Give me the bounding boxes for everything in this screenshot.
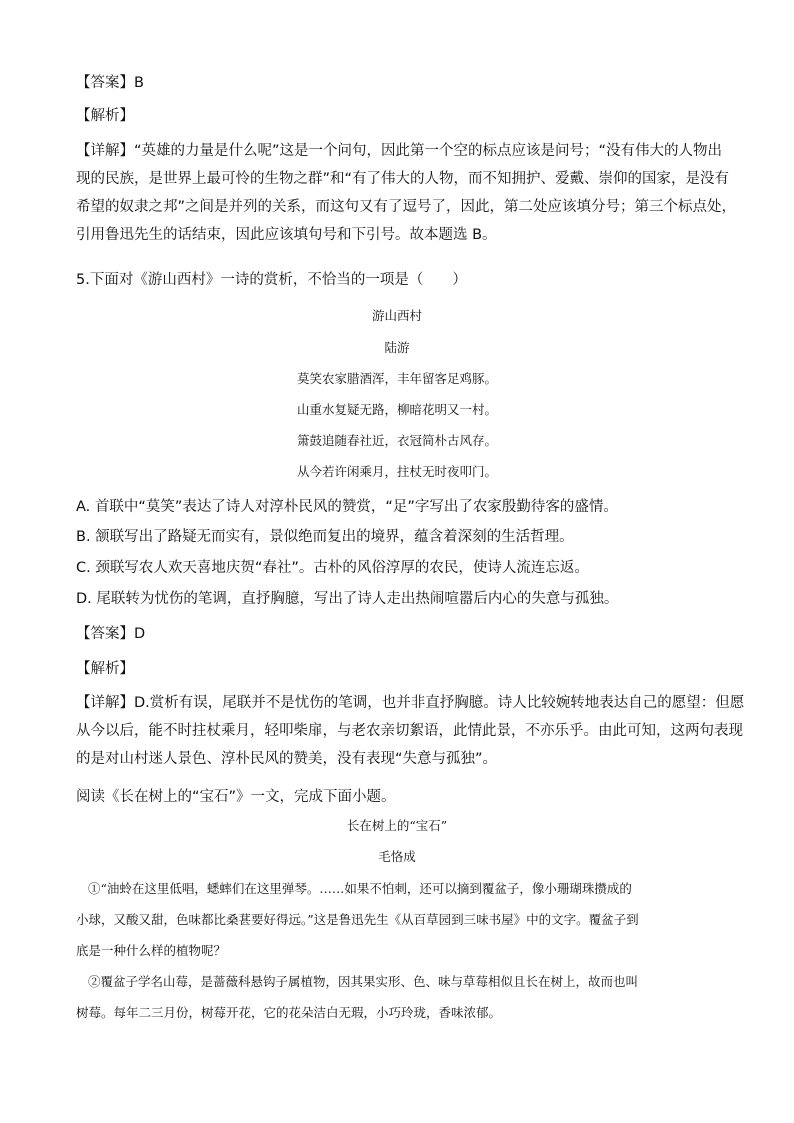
- q5-answer-label: 【答案】D: [76, 626, 146, 642]
- q4-analysis-label: 【解析】: [76, 108, 134, 124]
- q5-detail-line: 的是对山村迷人景色、淳朴民风的赞美，没有表现“失意与孤独”。: [76, 751, 498, 767]
- q5-option-c: C. 颈联写农人欢天喜地庆贺“春社”。古朴的风俗淳厚的农民，使诗人流连忘返。: [76, 560, 589, 576]
- q5-detail-line: 从今以后，能不时拄杖乘月，轻叩柴扉，与老农亲切絮语，此情此景，不亦乐乎。由此可知，这两句表现: [76, 723, 743, 739]
- q5-detail-paragraph: [76, 689, 745, 773]
- article-line: ①“油蛉在这里低唱，蟋蟀们在这里弹琴。……如果不怕刺，还可以摘到覆盆子，像小珊瑚珠攒成的: [88, 881, 632, 896]
- poem-line: 从今若许闲乘月，拄杖无时夜叩门。: [296, 464, 497, 479]
- article-paragraph-1: [76, 873, 726, 966]
- q4-detail-line: 现的民族，是世界上最可怜的生物之群”和“有了伟大的人物，而不知拥护、爱戴、崇仰的国家，是没有: [76, 171, 730, 187]
- q4-answer-label: 【答案】B: [76, 75, 144, 91]
- q5-option-b: B. 颔联写出了路疑无而实有，景似绝而复出的境界，蕴含着深刻的生活哲理。: [76, 529, 574, 545]
- q4-detail-line: 希望的奴隶之邦”之间是并列的关系，而这句又有了逗号了，因此，第二处应该填分号；第三个标点处，: [76, 199, 737, 215]
- article-author: 毛恪成: [378, 849, 416, 864]
- q4-detail-line: 引用鲁迅先生的话结束，因此应该填句号和下引号。故本题选 B。: [76, 227, 497, 243]
- q5-option-a: A. 首联中“莫笑”表达了诗人对淳朴民风的赞赏，“足”字写出了农家殷勤待客的盛情。: [76, 499, 618, 515]
- article-line: 树莓。每年二三月份，树莓开花，它的花朵洁白无瑕，小巧玲珑，香味浓郁。: [76, 1005, 502, 1020]
- q4-detail-line: 【详解】“英雄的力量是什么呢”这是一个问句，因此第一个空的标点应该是问号；“没有伟大的人物出: [76, 143, 723, 159]
- article-line: 底是一种什么样的植物呢？: [76, 943, 227, 958]
- q5-analysis-label: 【解析】: [76, 661, 134, 677]
- article-paragraph-2: [76, 966, 726, 1028]
- poem-author: 陆游: [384, 340, 410, 355]
- q5-question: 5.下面对《游山西村》一诗的赏析，不恰当的一项是（ ）: [76, 272, 467, 288]
- poem-line: 山重水复疑无路，柳暗花明又一村。: [296, 402, 497, 417]
- q5-option-d: D. 尾联转为忧伤的笔调，直抒胸臆，写出了诗人走出热闹喧嚣后内心的失意与孤独。: [76, 591, 619, 607]
- reading-instruction: 阅读《长在树上的“宝石”》一文，完成下面小题。: [76, 789, 396, 805]
- poem-line: 箫鼓追随春社近，衣冠简朴古风存。: [296, 433, 497, 448]
- article-title: 长在树上的“宝石”: [346, 818, 448, 833]
- q5-detail-line: 【详解】D.赏析有误，尾联并不是忧伤的笔调，也并非直抒胸臆。诗人比较婉转地表达自己的愿望：但愿: [76, 695, 745, 711]
- poem-title: 游山西村: [371, 308, 422, 323]
- article-line: ②覆盆子学名山莓，是蔷薇科悬钩子属植物，因其果实形、色、味与草莓相似且长在树上，故而也叫: [88, 974, 639, 989]
- q4-detail-paragraph: [76, 137, 737, 249]
- article-line: 小球，又酸又甜，色味都比桑葚要好得远。”这是鲁迅先生《从百草园到三味书屋》中的文字。覆盆子到: [76, 912, 639, 927]
- poem-line: 莫笑农家腊酒浑，丰年留客足鸡豚。: [296, 371, 497, 386]
